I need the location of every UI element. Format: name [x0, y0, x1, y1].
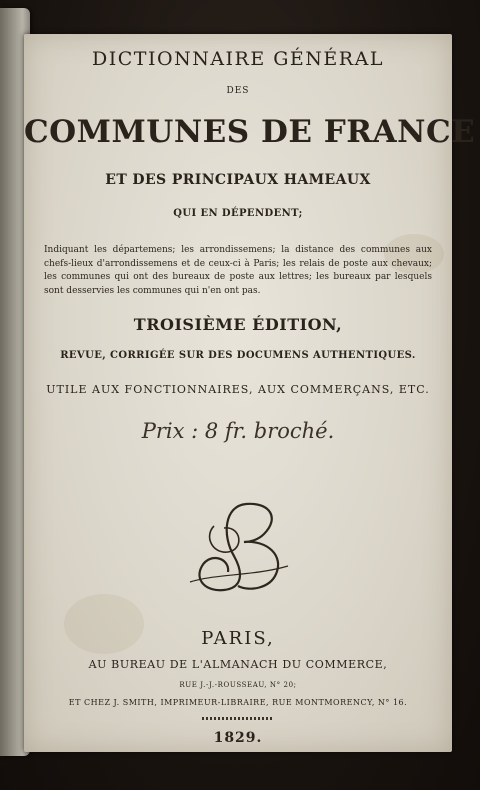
subtitle: ET DES PRINCIPAUX HAMEAUX: [105, 172, 371, 188]
utility-line: UTILE AUX FONCTIONNAIRES, AUX COMMERÇANS, ETC.: [46, 383, 430, 396]
publisher-monogram-icon: [184, 496, 294, 596]
edition-line: TROISIÈME ÉDITION,: [133, 315, 343, 334]
publisher-address: RUE J.-J.-ROUSSEAU, N° 20;: [179, 681, 297, 689]
title-page: [24, 34, 476, 752]
revision-line: REVUE, CORRIGÉE SUR DES DOCUMENS AUTHENTIQUES.: [60, 350, 416, 361]
title-line-2: DES: [226, 86, 250, 96]
city-line: PARIS,: [201, 628, 275, 649]
title-line-1: DICTIONNAIRE GÉNÉRAL: [92, 48, 384, 70]
description-paragraph: Indiquant les départemens; les arrondissemens; la distance des communes aux chefs-lieux d'arrondissemens et de ceux-ci à Paris; les relais de poste aux chevaux; les communes qui ont des bureaux de poste aux lettres; les bureaux par lesquels sont desservies les communes qui n'en ont pas.: [44, 245, 432, 296]
main-title: COMMUNES DE FRANCE: [24, 114, 476, 150]
co-publisher-line: ET CHEZ J. SMITH, IMPRIMEUR-LIBRAIRE, RUE MONTMORENCY, N° 16.: [68, 698, 408, 707]
handwritten-price: Prix : 8 fr. broché.: [141, 419, 335, 443]
publisher-line: AU BUREAU DE L'ALMANACH DU COMMERCE,: [88, 658, 388, 671]
decorative-rule: [202, 717, 274, 720]
year-line: 1829.: [213, 730, 263, 746]
subtitle-2: QUI EN DÉPENDENT;: [173, 208, 303, 219]
